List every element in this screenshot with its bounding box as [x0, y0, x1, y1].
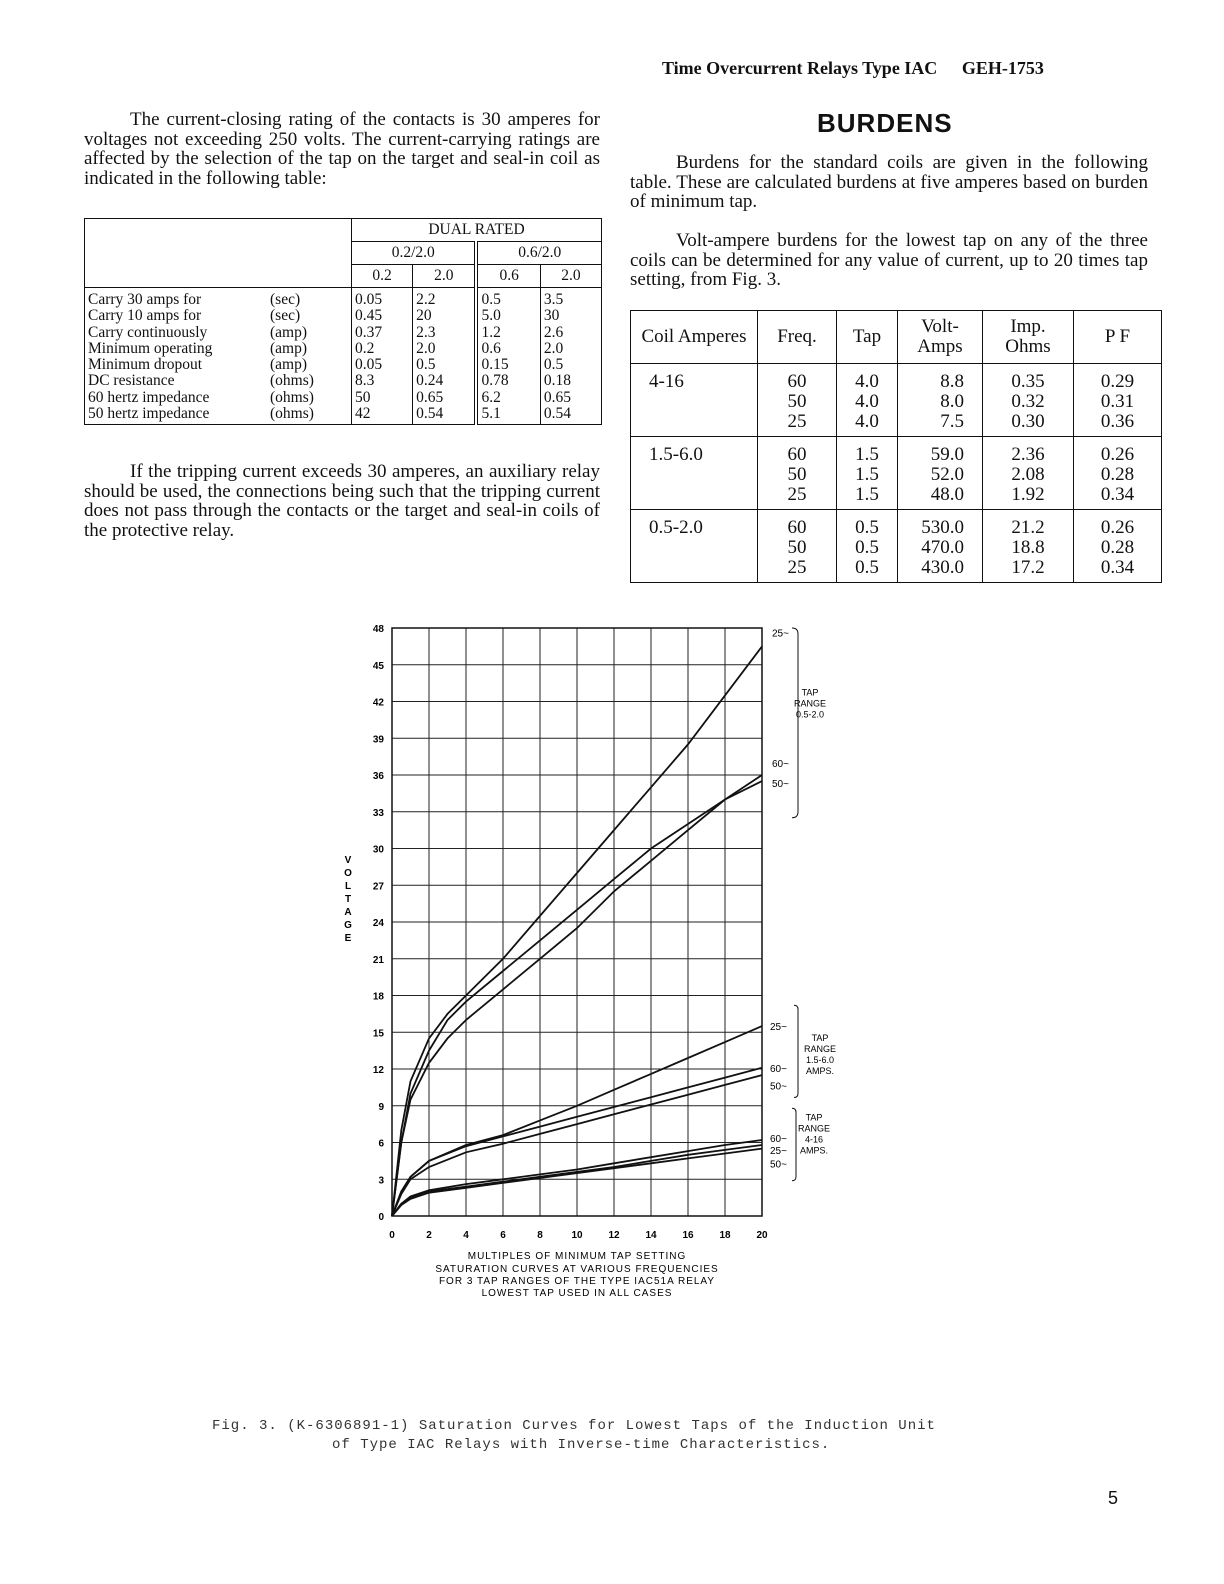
contacts-rating-text: The current-closing rating of the contacts is 30 amperes for voltages not exceeding 250 volts. The current-carrying ratings are affected by the selection of the tap on the target and seal-in coil as indicated in the following table: [84, 109, 600, 189]
tap-cell: 0.5 0.5 0.5 [837, 510, 898, 583]
y-axis-label-letter: T [344, 894, 352, 905]
coil-range: 1.5-6.0 [631, 437, 758, 510]
range-label-line: RANGE [803, 1043, 837, 1054]
y-tick-label: 15 [372, 1028, 384, 1040]
range-label-line: 0.5-2.0 [795, 709, 825, 720]
cell: 0.5 [481, 291, 501, 308]
range-bracket [792, 1108, 796, 1181]
y-axis-label-letter: E [344, 933, 352, 944]
row-unit: (sec) [270, 307, 301, 325]
cell: 5.0 [481, 307, 501, 325]
header-volt-amps: Volt-Amps [898, 311, 983, 364]
y-tick-label: 39 [372, 734, 384, 746]
burdens-table [630, 310, 1162, 583]
header-freq: Freq. [758, 311, 837, 364]
y-tick-label: 27 [372, 881, 384, 893]
chart-subtitle-line: SATURATION CURVES AT VARIOUS FREQUENCIES [435, 1264, 719, 1275]
cell: 2.3 [416, 323, 436, 341]
row-unit: (ohms) [270, 388, 314, 406]
range-label-line: RANGE [793, 698, 827, 709]
freq-cell: 60 50 25 [758, 510, 837, 583]
y-axis-label-letter: A [344, 907, 352, 918]
col-header: 0.6 [476, 265, 540, 288]
volt-ampere-paragraph [630, 231, 1148, 290]
row-unit: (ohms) [270, 405, 314, 423]
y-axis-label-letter: G [344, 920, 352, 931]
tap-cell: 1.5 1.5 1.5 [837, 437, 898, 510]
cell: 3.5 [543, 291, 564, 308]
series-label: 25~ [770, 1146, 787, 1158]
cell: 0.2 [355, 339, 375, 357]
cell: 42 [355, 405, 371, 423]
row-unit: (ohms) [270, 372, 314, 390]
col-values-0.2 [352, 288, 413, 425]
range-label-line: RANGE [797, 1123, 831, 1134]
row-label: DC resistance [88, 372, 175, 390]
cell: 0.5 [543, 356, 564, 374]
col-values-0.6 [476, 288, 540, 425]
imp-cell: 2.36 2.08 1.92 [983, 437, 1074, 510]
y-tick-label: 0 [378, 1212, 384, 1223]
burdens-paragraph [630, 153, 1148, 212]
y-tick-label: 9 [378, 1101, 384, 1113]
col-header: 0.2 [352, 265, 413, 288]
range-bracket [794, 1005, 798, 1097]
cell: 0.05 [355, 356, 383, 374]
cell: 0.5 [416, 356, 436, 374]
tap-cell: 4.0 4.0 4.0 [837, 364, 898, 437]
dual-rated-header: DUAL RATED [352, 219, 602, 242]
row-label: 50 hertz impedance [88, 405, 210, 423]
document-code: GEH-1753 [961, 58, 1044, 78]
series-label: 50~ [770, 1159, 787, 1171]
caption-line: of Type IAC Relays with Inverse-time Characteristics. [332, 1437, 831, 1453]
saturation-curves-chart [330, 615, 890, 1315]
page-header [662, 58, 1122, 79]
coil-range: 4-16 [631, 364, 758, 437]
document-title: Time Overcurrent Relays Type IAC [662, 58, 938, 78]
x-tick-label: 18 [719, 1230, 731, 1241]
range-label-line: TAP [811, 1032, 829, 1043]
y-axis-label-letter: O [344, 868, 352, 879]
imp-cell: 21.2 18.8 17.2 [983, 510, 1074, 583]
row-unit: (amp) [270, 323, 308, 341]
col-header: 2.0 [540, 265, 601, 288]
y-tick-label: 45 [372, 660, 384, 672]
cell: 50 [355, 388, 371, 406]
caption-line: Fig. 3. (K-6306891-1) Saturation Curves for Lowest Taps of the Induction Unit [212, 1418, 936, 1434]
pf-cell: 0.26 0.28 0.34 [1074, 510, 1162, 583]
cell: 0.18 [543, 372, 571, 390]
cell: 0.65 [416, 388, 444, 406]
series-label: 60~ [770, 1134, 787, 1146]
cell: 2.0 [543, 339, 564, 357]
seal-in-ratings-table [84, 218, 602, 425]
table-corner [85, 219, 352, 288]
y-tick-label: 18 [372, 991, 384, 1003]
page-number: 5 [1108, 1488, 1119, 1508]
row-label: Minimum operating [88, 339, 213, 357]
volt-amps-cell: 59.0 52.0 48.0 [898, 437, 983, 510]
x-tick-label: 12 [608, 1230, 620, 1241]
x-tick-label: 0 [389, 1230, 395, 1241]
figure-caption [212, 1417, 972, 1455]
range-label-line: 1.5-6.0 [805, 1054, 835, 1065]
row-label: Carry 30 amps for [88, 291, 202, 308]
cell: 0.15 [481, 356, 509, 374]
range-label-line: TAP [801, 687, 819, 698]
x-tick-label: 2 [426, 1230, 432, 1241]
header-pf: P F [1074, 311, 1162, 364]
y-tick-label: 30 [372, 844, 384, 856]
cell: 5.1 [481, 405, 501, 423]
series-label: 25~ [770, 1022, 787, 1034]
col-header: 2.0 [413, 265, 477, 288]
cell: 2.2 [416, 291, 436, 308]
header-imp-ohms: Imp. Ohms [983, 311, 1074, 364]
subheader-0.6-2.0: 0.6/2.0 [476, 242, 601, 265]
volt-amps-cell: 8.8 8.0 7.5 [898, 364, 983, 437]
cell: 0.05 [355, 291, 383, 308]
y-tick-label: 42 [372, 697, 384, 709]
cell: 6.2 [481, 388, 501, 406]
pf-cell: 0.29 0.31 0.36 [1074, 364, 1162, 437]
series-label: 25~ [772, 628, 789, 640]
y-tick-label: 24 [372, 918, 384, 929]
imp-cell: 0.35 0.32 0.30 [983, 364, 1074, 437]
x-tick-label: 14 [645, 1230, 657, 1241]
row-unit: (amp) [270, 356, 308, 374]
x-tick-label: 6 [500, 1230, 506, 1241]
cell: 8.3 [355, 372, 375, 390]
chart-subtitle-line: FOR 3 TAP RANGES OF THE TYPE IAC51A RELAY [438, 1276, 716, 1287]
freq-cell: 60 50 25 [758, 364, 837, 437]
row-unit: (sec) [270, 291, 301, 308]
row-label: Carry 10 amps for [88, 307, 202, 325]
cell: 0.54 [543, 405, 571, 423]
range-label-line: AMPS. [799, 1145, 829, 1156]
x-axis-label: MULTIPLES OF MINIMUM TAP SETTING [467, 1251, 687, 1262]
burdens-heading: BURDENS [817, 108, 953, 138]
y-tick-label: 3 [378, 1175, 384, 1187]
x-tick-label: 8 [537, 1230, 543, 1241]
cell: 0.65 [543, 388, 571, 406]
x-tick-label: 4 [463, 1230, 469, 1241]
chart-subtitle-line: LOWEST TAP USED IN ALL CASES [481, 1288, 673, 1299]
series-label: 60~ [770, 1063, 787, 1075]
x-tick-label: 16 [682, 1230, 694, 1241]
header-tap: Tap [837, 311, 898, 364]
y-tick-label: 33 [372, 807, 384, 819]
volt-amps-cell: 530.0 470.0 430.0 [898, 510, 983, 583]
row-label: Carry continuously [88, 323, 208, 341]
contacts-rating-paragraph [84, 110, 600, 188]
y-tick-label: 21 [372, 954, 384, 966]
cell: 1.2 [481, 323, 501, 341]
auxiliary-relay-text: If the tripping current exceeds 30 amperes, an auxiliary relay should be used, the connections being such that the tripping current does not pass through the contacts or the target and seal-in coils of the protective relay. [84, 461, 600, 541]
row-label: Minimum dropout [88, 356, 203, 374]
cell: 0.37 [355, 323, 383, 341]
row-labels [85, 288, 352, 425]
range-label-line: AMPS. [805, 1065, 835, 1076]
cell: 0.6 [481, 339, 501, 357]
cell: 0.24 [416, 372, 444, 390]
y-tick-label: 6 [378, 1138, 384, 1150]
col-values-2.0a [413, 288, 477, 425]
freq-cell: 60 50 25 [758, 437, 837, 510]
range-label-line: TAP [805, 1112, 823, 1123]
cell: 2.6 [543, 323, 564, 341]
series-label: 60~ [772, 759, 789, 770]
series-label: 50~ [772, 779, 789, 791]
range-label-line: 4-16 [804, 1134, 824, 1145]
y-axis-label-letter: L [344, 881, 352, 892]
cell: 0.54 [416, 405, 444, 423]
cell: 0.45 [355, 307, 383, 325]
subheader-0.2-2.0: 0.2/2.0 [352, 242, 477, 265]
y-tick-label: 48 [372, 624, 384, 635]
cell: 0.78 [481, 372, 509, 390]
coil-range: 0.5-2.0 [631, 510, 758, 583]
burdens-text: Burdens for the standard coils are given in the following table. These are calculated burdens at five amperes based on burden of minimum tap. [630, 152, 1148, 212]
col-values-2.0b [540, 288, 601, 425]
range-bracket [792, 628, 798, 818]
y-tick-label: 36 [372, 771, 384, 782]
cell: 2.0 [416, 339, 436, 357]
series-label: 50~ [770, 1081, 787, 1093]
x-tick-label: 20 [756, 1230, 768, 1241]
y-axis-label-letter: V [344, 855, 352, 866]
y-tick-label: 12 [372, 1065, 384, 1076]
header-coil-amperes: Coil Amperes [631, 311, 758, 364]
cell: 20 [416, 307, 432, 325]
row-label: 60 hertz impedance [88, 388, 210, 406]
auxiliary-relay-paragraph [84, 462, 600, 540]
pf-cell: 0.26 0.28 0.34 [1074, 437, 1162, 510]
x-tick-label: 10 [571, 1230, 583, 1241]
row-unit: (amp) [270, 339, 308, 357]
cell: 30 [543, 307, 560, 325]
volt-ampere-text: Volt-ampere burdens for the lowest tap on any of the three coils can be determined for any value of current, up to 20 times tap setting, from Fig. 3. [630, 230, 1148, 290]
